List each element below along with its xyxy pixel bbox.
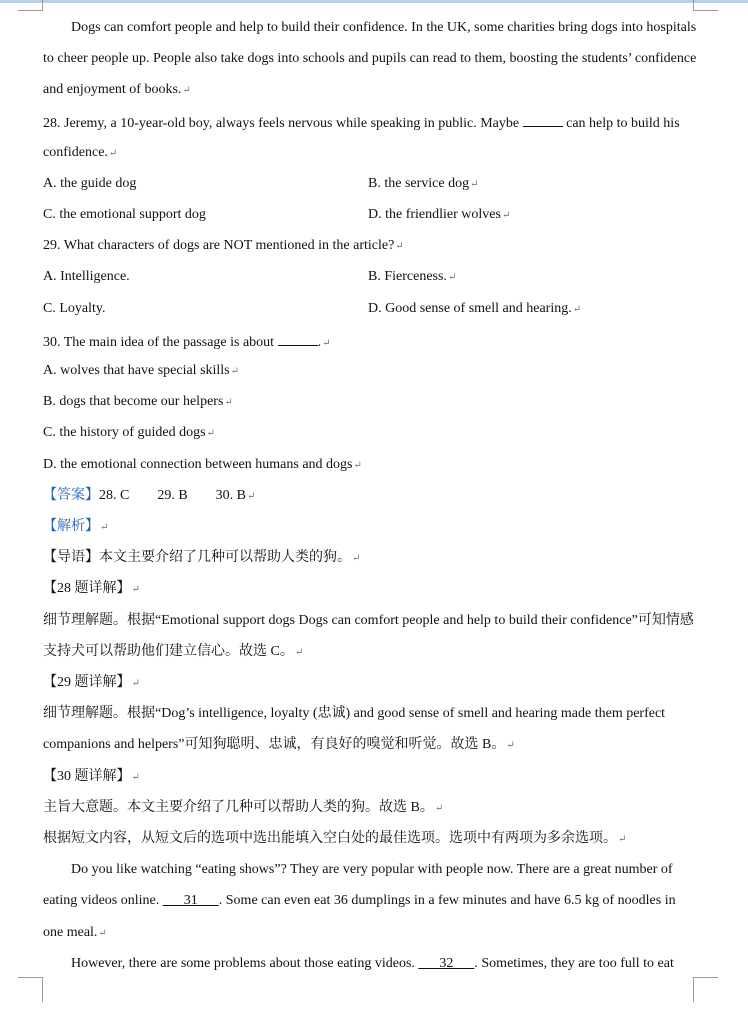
paragraph-mark: ↵	[182, 85, 191, 96]
window-top-border	[0, 0, 748, 3]
intro-line-1: Dogs can comfort people and help to build their confidence. In the UK, some charities bring dogs into hospitals	[71, 20, 697, 35]
q29-stem: 29. What characters of dogs are NOT mentioned in the article?↵	[43, 238, 404, 253]
detail-28-line-1: 细节理解题。根据“Emotional support dogs Dogs can comfort people and help to build their confidence”可知情感	[43, 613, 694, 628]
answer-line: 【答案】28. C 29. B 30. B↵	[43, 488, 256, 503]
detail-28-line-2: 支持犬可以帮助他们建立信心。故选 C。↵	[43, 644, 304, 659]
q30-option-b: B. dogs that become our helpers↵	[43, 394, 233, 409]
passage2-line-1: Do you like watching “eating shows”? They are very popular with people now. There are a great number of	[71, 862, 673, 877]
q28-stem-line-1: 28. Jeremy, a 10-year-old boy, always feels nervous while speaking in public. Maybe can help to build his	[43, 112, 703, 133]
instruction-line: 根据短文内容，从短文后的选项中选出能填入空白处的最佳选项。选项中有两项为多余选项。↵	[43, 831, 627, 846]
q29-option-d: D. Good sense of smell and hearing.↵	[368, 301, 582, 316]
crop-mark-top-left	[18, 0, 43, 11]
answer-text: 28. C 29. B 30. B	[99, 488, 247, 503]
detail-29-line-2: companions and helpers”可知狗聪明、忠诚，有良好的嗅觉和听觉。故选 B。↵	[43, 737, 515, 752]
detail-29-line-1: 细节理解题。根据“Dog’s intelligence, loyalty (忠诚) and good sense of smell and hearing made them perfect	[43, 706, 666, 721]
q29-options-row-1	[43, 268, 703, 286]
q30-option-a: A. wolves that have special skills↵	[43, 363, 240, 378]
q30-stem: 30. The main idea of the passage is about .↵	[43, 331, 703, 353]
crop-mark-bottom-left	[18, 977, 43, 1002]
detail-29-title: 【29 题详解】↵	[43, 675, 140, 690]
detail-30-line-1: 主旨大意题。本文主要介绍了几种可以帮助人类的狗。故选 B。↵	[43, 800, 444, 815]
q29-option-a: A. Intelligence.	[43, 269, 130, 284]
analysis-label: 【解析】	[43, 519, 99, 534]
q28-option-a: A. the guide dog	[43, 176, 137, 191]
q28-options-row-1	[43, 175, 703, 193]
crop-mark-bottom-right	[693, 977, 718, 1002]
blank-32: 32	[418, 956, 475, 971]
analysis-line: 【解析】↵	[43, 519, 109, 534]
crop-mark-top-right	[693, 0, 718, 11]
q28-blank	[523, 112, 563, 127]
passage2-line-3: one meal.↵	[43, 925, 107, 940]
q30-blank	[278, 331, 318, 346]
q28-option-b: B. the service dog↵	[368, 176, 479, 191]
q29-options-row-2	[43, 300, 703, 318]
guide-line: 【导语】本文主要介绍了几种可以帮助人类的狗。↵	[43, 550, 361, 565]
intro-line-2: to cheer people up. People also take dogs into schools and pupils can read to them, boosting the students’ confidence	[43, 51, 697, 66]
q28-option-d: D. the friendlier wolves↵	[368, 207, 511, 222]
q28-option-c: C. the emotional support dog	[43, 207, 206, 222]
q29-option-c: C. Loyalty.	[43, 301, 106, 316]
blank-31: 31	[162, 893, 219, 908]
q28-options-row-2	[43, 206, 703, 224]
detail-30-title: 【30 题详解】↵	[43, 769, 140, 784]
q28-stem-line-2: confidence.↵	[43, 145, 118, 160]
q30-option-d: D. the emotional connection between humans and dogs↵	[43, 457, 362, 472]
q30-option-c: C. the history of guided dogs↵	[43, 425, 215, 440]
passage2-line-2: eating videos online. 31 . Some can even eat 36 dumplings in a few minutes and have 6.5 kg of noodles in	[43, 893, 676, 908]
q29-option-b: B. Fierceness.↵	[368, 269, 457, 284]
detail-28-title: 【28 题详解】↵	[43, 581, 140, 596]
intro-line-3: and enjoyment of books.↵	[43, 82, 191, 97]
passage2-line-4: However, there are some problems about those eating videos. 32 . Sometimes, they are too full to eat	[71, 956, 674, 971]
answer-label: 【答案】	[43, 488, 99, 503]
